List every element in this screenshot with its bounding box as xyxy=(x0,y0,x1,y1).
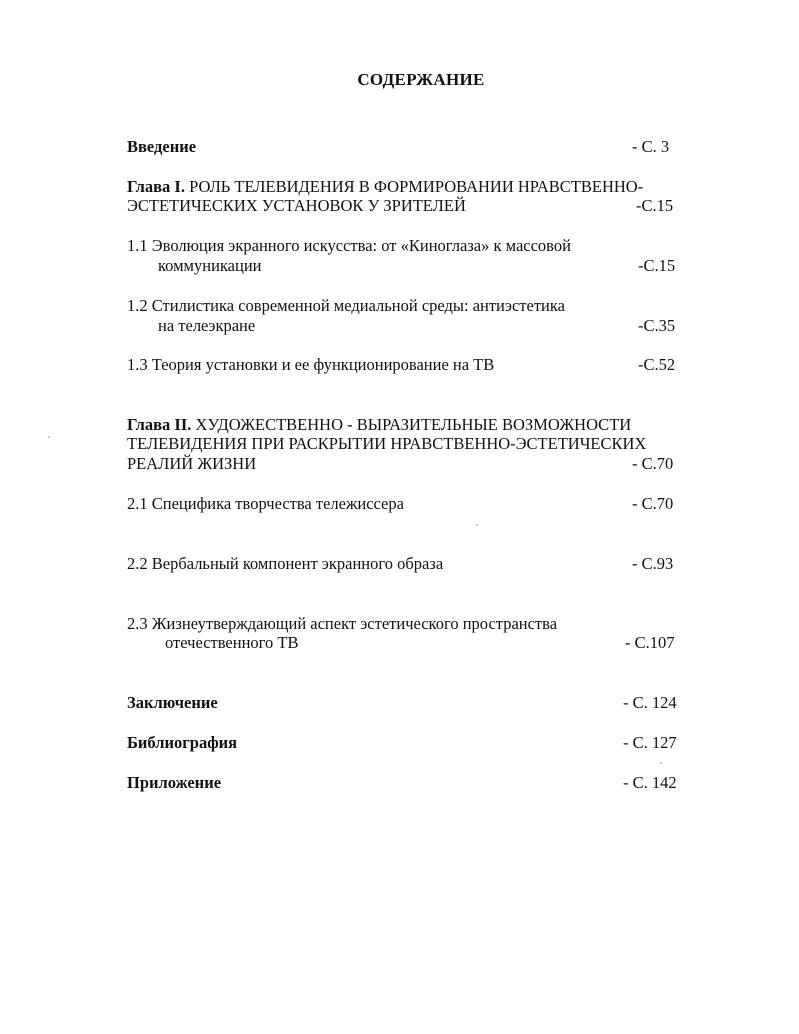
scan-speck xyxy=(48,436,50,438)
toc-section-1-2-page: -С.35 xyxy=(638,316,676,335)
toc-section-2-1-page: - С.70 xyxy=(632,494,674,513)
toc-chapter1-line2: ЭСТЕТИЧЕСКИХ УСТАНОВОК У ЗРИТЕЛЕЙ xyxy=(127,196,466,215)
toc-chapter2-prefix: Глава II. xyxy=(127,415,192,434)
toc-section-1-2-line2: на телеэкране xyxy=(158,316,256,335)
toc-section-2-3-page: - С.107 xyxy=(625,633,675,652)
toc-intro-label: Введение xyxy=(127,137,197,156)
toc-section-2-2-page: - С.93 xyxy=(632,554,674,573)
toc-section-1-3-page: -С.52 xyxy=(638,355,676,374)
toc-intro-page: - С. 3 xyxy=(632,137,670,156)
scan-speck xyxy=(476,524,478,526)
toc-chapter1-title-part1: РОЛЬ ТЕЛЕВИДЕНИЯ В ФОРМИРОВАНИИ НРАВСТВЕННО- xyxy=(189,177,644,196)
toc-appendix-page: - С. 142 xyxy=(623,773,677,792)
toc-section-1-1-page: -С.15 xyxy=(638,256,676,275)
toc-appendix-label: Приложение xyxy=(127,773,222,792)
toc-chapter2-page: - С.70 xyxy=(632,454,674,473)
page-title: СОДЕРЖАНИЕ xyxy=(357,70,485,89)
scan-speck xyxy=(660,762,662,764)
toc-section-2-3-line2: отечественного ТВ xyxy=(165,633,299,652)
toc-section-1-1-line2: коммуникации xyxy=(158,256,262,275)
toc-chapter2-line1 xyxy=(127,415,631,435)
toc-chapter2-title-part1: ХУДОЖЕСТВЕННО - ВЫРАЗИТЕЛЬНЫЕ ВОЗМОЖНОСТИ xyxy=(195,415,632,434)
toc-chapter2-line2: ТЕЛЕВИДЕНИЯ ПРИ РАСКРЫТИИ НРАВСТВЕННО-ЭСТЕТИЧЕСКИХ xyxy=(127,434,647,453)
toc-chapter1-line1 xyxy=(127,177,643,197)
toc-conclusion-page: - С. 124 xyxy=(623,693,677,712)
toc-chapter1-page: -С.15 xyxy=(636,196,674,215)
toc-conclusion-label: Заключение xyxy=(127,693,218,712)
toc-chapter2-line3: РЕАЛИЙ ЖИЗНИ xyxy=(127,454,257,473)
toc-section-1-2-line1: 1.2 Стилистика современной медиальной среды: антиэстетика xyxy=(127,296,565,315)
toc-section-2-1-line1: 2.1 Специфика творчества тележиссера xyxy=(127,494,404,513)
toc-section-2-3-line1: 2.3 Жизнеутверждающий аспект эстетического пространства xyxy=(127,614,558,633)
toc-section-1-3-line1: 1.3 Теория установки и ее функционирование на ТВ xyxy=(127,355,495,374)
toc-section-2-2-line1: 2.2 Вербальный компонент экранного образа xyxy=(127,554,444,573)
toc-bibliography-page: - С. 127 xyxy=(623,733,677,752)
toc-chapter1-prefix: Глава I. xyxy=(127,177,185,196)
toc-bibliography-label: Библиография xyxy=(127,733,238,752)
toc-section-1-1-line1: 1.1 Эволюция экранного искусства: от «Киноглаза» к массовой xyxy=(127,236,571,255)
